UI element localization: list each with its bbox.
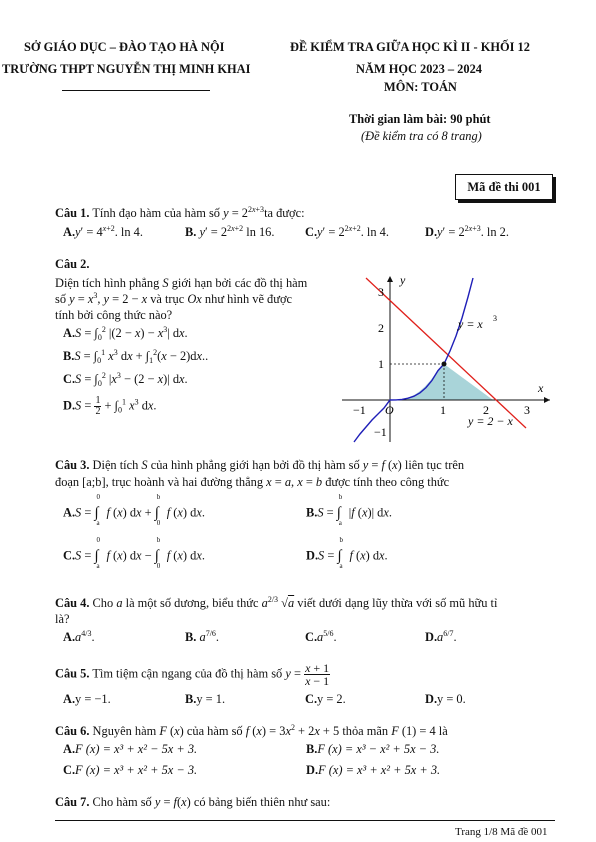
y-axis-label: y	[400, 273, 406, 287]
exam-code-badge: Mã đề thi 001	[455, 174, 553, 200]
tick-x-3: 3	[524, 403, 530, 417]
x-axis-label: x	[538, 381, 544, 395]
q2-option-d[interactable]: D.S = $\frac{1}{2}$ + $\int_0^1$ $x^3$ dx.	[63, 395, 157, 417]
q2-line-2: số $y = x^3$, y = 2 − x và trục Ox như hình vẽ được	[55, 291, 293, 306]
q7-line-1: Câu 7. Cho hàm số y = f(x) có bảng biến thiên như sau:	[55, 795, 331, 809]
q2-line-1: Diện tích hình phẳng S giới hạn bởi các đồ thị hàm	[55, 276, 308, 290]
exam-title: ĐỀ KIỂM TRA GIỮA HỌC KÌ II - KHỐI 12	[290, 40, 530, 54]
x-axis-arrow	[544, 397, 550, 403]
q4-line-1: Câu 4. Cho a là một số dương, biểu thức $a^{2/3}$ √a viết dưới dạng lũy thừa với số mũ hữu tỉ	[55, 595, 498, 610]
q3-option-c[interactable]: C.S = ∫ 0 a f (x) dx − ∫ b 0 f (x) dx.	[63, 536, 205, 570]
q2-option-c[interactable]: $C.S = \int_0^2$ $|x^3 - (2 - x)|$ dx.	[63, 371, 188, 388]
curve-label: y = x	[458, 317, 483, 331]
tick-y-2: 2	[378, 321, 384, 335]
intersection-point	[442, 362, 447, 367]
tick-x-2: 2	[483, 403, 489, 417]
tick-y-1: 1	[378, 357, 384, 371]
q6-line-1: Câu 6. Nguyên hàm F (x) của hàm số f $(x) = 3x^2 + 2x + 5$ thỏa mãn F (1) = 4 là	[55, 723, 448, 738]
q1-option-c[interactable]: $C.y' = 2^{2x+2}$. ln 4.	[305, 224, 389, 239]
tick-x-neg1: −1	[353, 403, 366, 417]
q5-option-a[interactable]: A.y = −1.	[63, 692, 111, 706]
curve-y-x3	[354, 278, 473, 442]
tick-y-3: 3	[378, 285, 384, 299]
page-footer: Trang 1/8 Mã đề 001	[455, 826, 548, 838]
exam-duration: Thời gian làm bài: 90 phút	[349, 112, 491, 126]
q1-option-a[interactable]: $A.y' = 4^{x+2}$. ln 4.	[63, 224, 143, 239]
school-name: TRƯỜNG THPT NGUYỄN THỊ MINH KHAI	[2, 62, 251, 76]
subject: MÔN: TOÁN	[384, 80, 457, 94]
q3-line-2: đoạn [a;b], trục hoành và hai đường thẳng x = a, x = b được tính theo công thức	[55, 475, 450, 489]
department-name: SỞ GIÁO DỤC – ĐÀO TẠO HÀ NỘI	[24, 40, 225, 54]
area-graph	[340, 272, 560, 444]
q6-option-a[interactable]: A.F (x) = x³ + x² − 5x + 3.	[63, 742, 198, 756]
q2-option-b[interactable]: $B.S = \int_0^1$ $x^3$ dx + $\int_1^2(x - 2)dx$..	[63, 348, 209, 365]
q1-option-b[interactable]: B. $y' = 2^{2x+2}$ ln 16.	[185, 224, 275, 239]
question-text-end: ta được:	[264, 206, 305, 220]
q5-option-d[interactable]: D.y = 0.	[425, 692, 466, 706]
q4-option-c[interactable]: $C.a^{5/6}$.	[305, 629, 337, 644]
origin-label: O	[385, 403, 394, 417]
q3-option-a[interactable]: A.S = ∫ 0 a f (x) dx + ∫ b 0 f (x) dx.	[63, 493, 205, 527]
q4-option-a[interactable]: $A.a^{4/3}$.	[63, 629, 95, 644]
q4-line-2: là?	[55, 612, 70, 626]
tick-x-1: 1	[440, 403, 446, 417]
question-label: Câu 1.	[55, 206, 90, 220]
question-1: Câu 1. Tính đạo hàm của hàm số $y = 2^{2x+3}ta$ được:	[55, 205, 305, 220]
q3-line-1: Câu 3. Diện tích S của hình phẳng giới hạn bởi đồ thị hàm số y = f (x) liên tục trên	[55, 458, 465, 472]
question-2-label: Câu 2.	[55, 257, 90, 271]
tick-y-neg1: −1	[374, 425, 387, 439]
q2-option-a[interactable]: $A.S = \int_0^2$ $|(2 - x) - x^3|$ dx.	[63, 325, 188, 342]
curve-label-exp: 3	[493, 314, 497, 323]
q6-option-b[interactable]: B.F (x) = x³ − x² + 5x − 3.	[306, 742, 440, 756]
question-text: Tính đạo hàm của hàm số	[92, 206, 220, 220]
school-year: NĂM HỌC 2023 – 2024	[356, 62, 482, 76]
q2-line-3: tính bởi công thức nào?	[55, 308, 173, 322]
q1-option-d[interactable]: $D.y' = 2^{2x+3}$. ln 2.	[425, 224, 509, 239]
y-axis-arrow	[387, 276, 393, 282]
q6-option-d[interactable]: D.F (x) = x³ + x² + 5x + 3.	[306, 763, 441, 777]
q5-option-c[interactable]: C.y = 2.	[305, 692, 346, 706]
q4-option-d[interactable]: $D.a^{6/7}$.	[425, 629, 457, 644]
q6-option-c[interactable]: C.F (x) = x³ + x² + 5x − 3.	[63, 763, 198, 777]
q4-option-b[interactable]: B. $a^{7/6}$.	[185, 629, 220, 644]
q3-option-d[interactable]: D.S = ∫ b a f (x) dx.	[306, 536, 388, 570]
pages-note: (Đề kiểm tra có 8 trang)	[361, 129, 482, 143]
q3-option-b[interactable]: B.S = ∫ b a |f (x)| dx.	[306, 493, 392, 527]
line-label: y = 2 − x	[468, 414, 513, 428]
q5-option-b[interactable]: B.y = 1.	[185, 692, 226, 706]
q5-line-1: Câu 5. Tìm tiệm cận ngang của đồ thị hàm số y = $\frac{x + 1}{x - 1}$	[55, 661, 330, 688]
footer-divider	[55, 820, 555, 821]
header-divider	[62, 90, 210, 91]
